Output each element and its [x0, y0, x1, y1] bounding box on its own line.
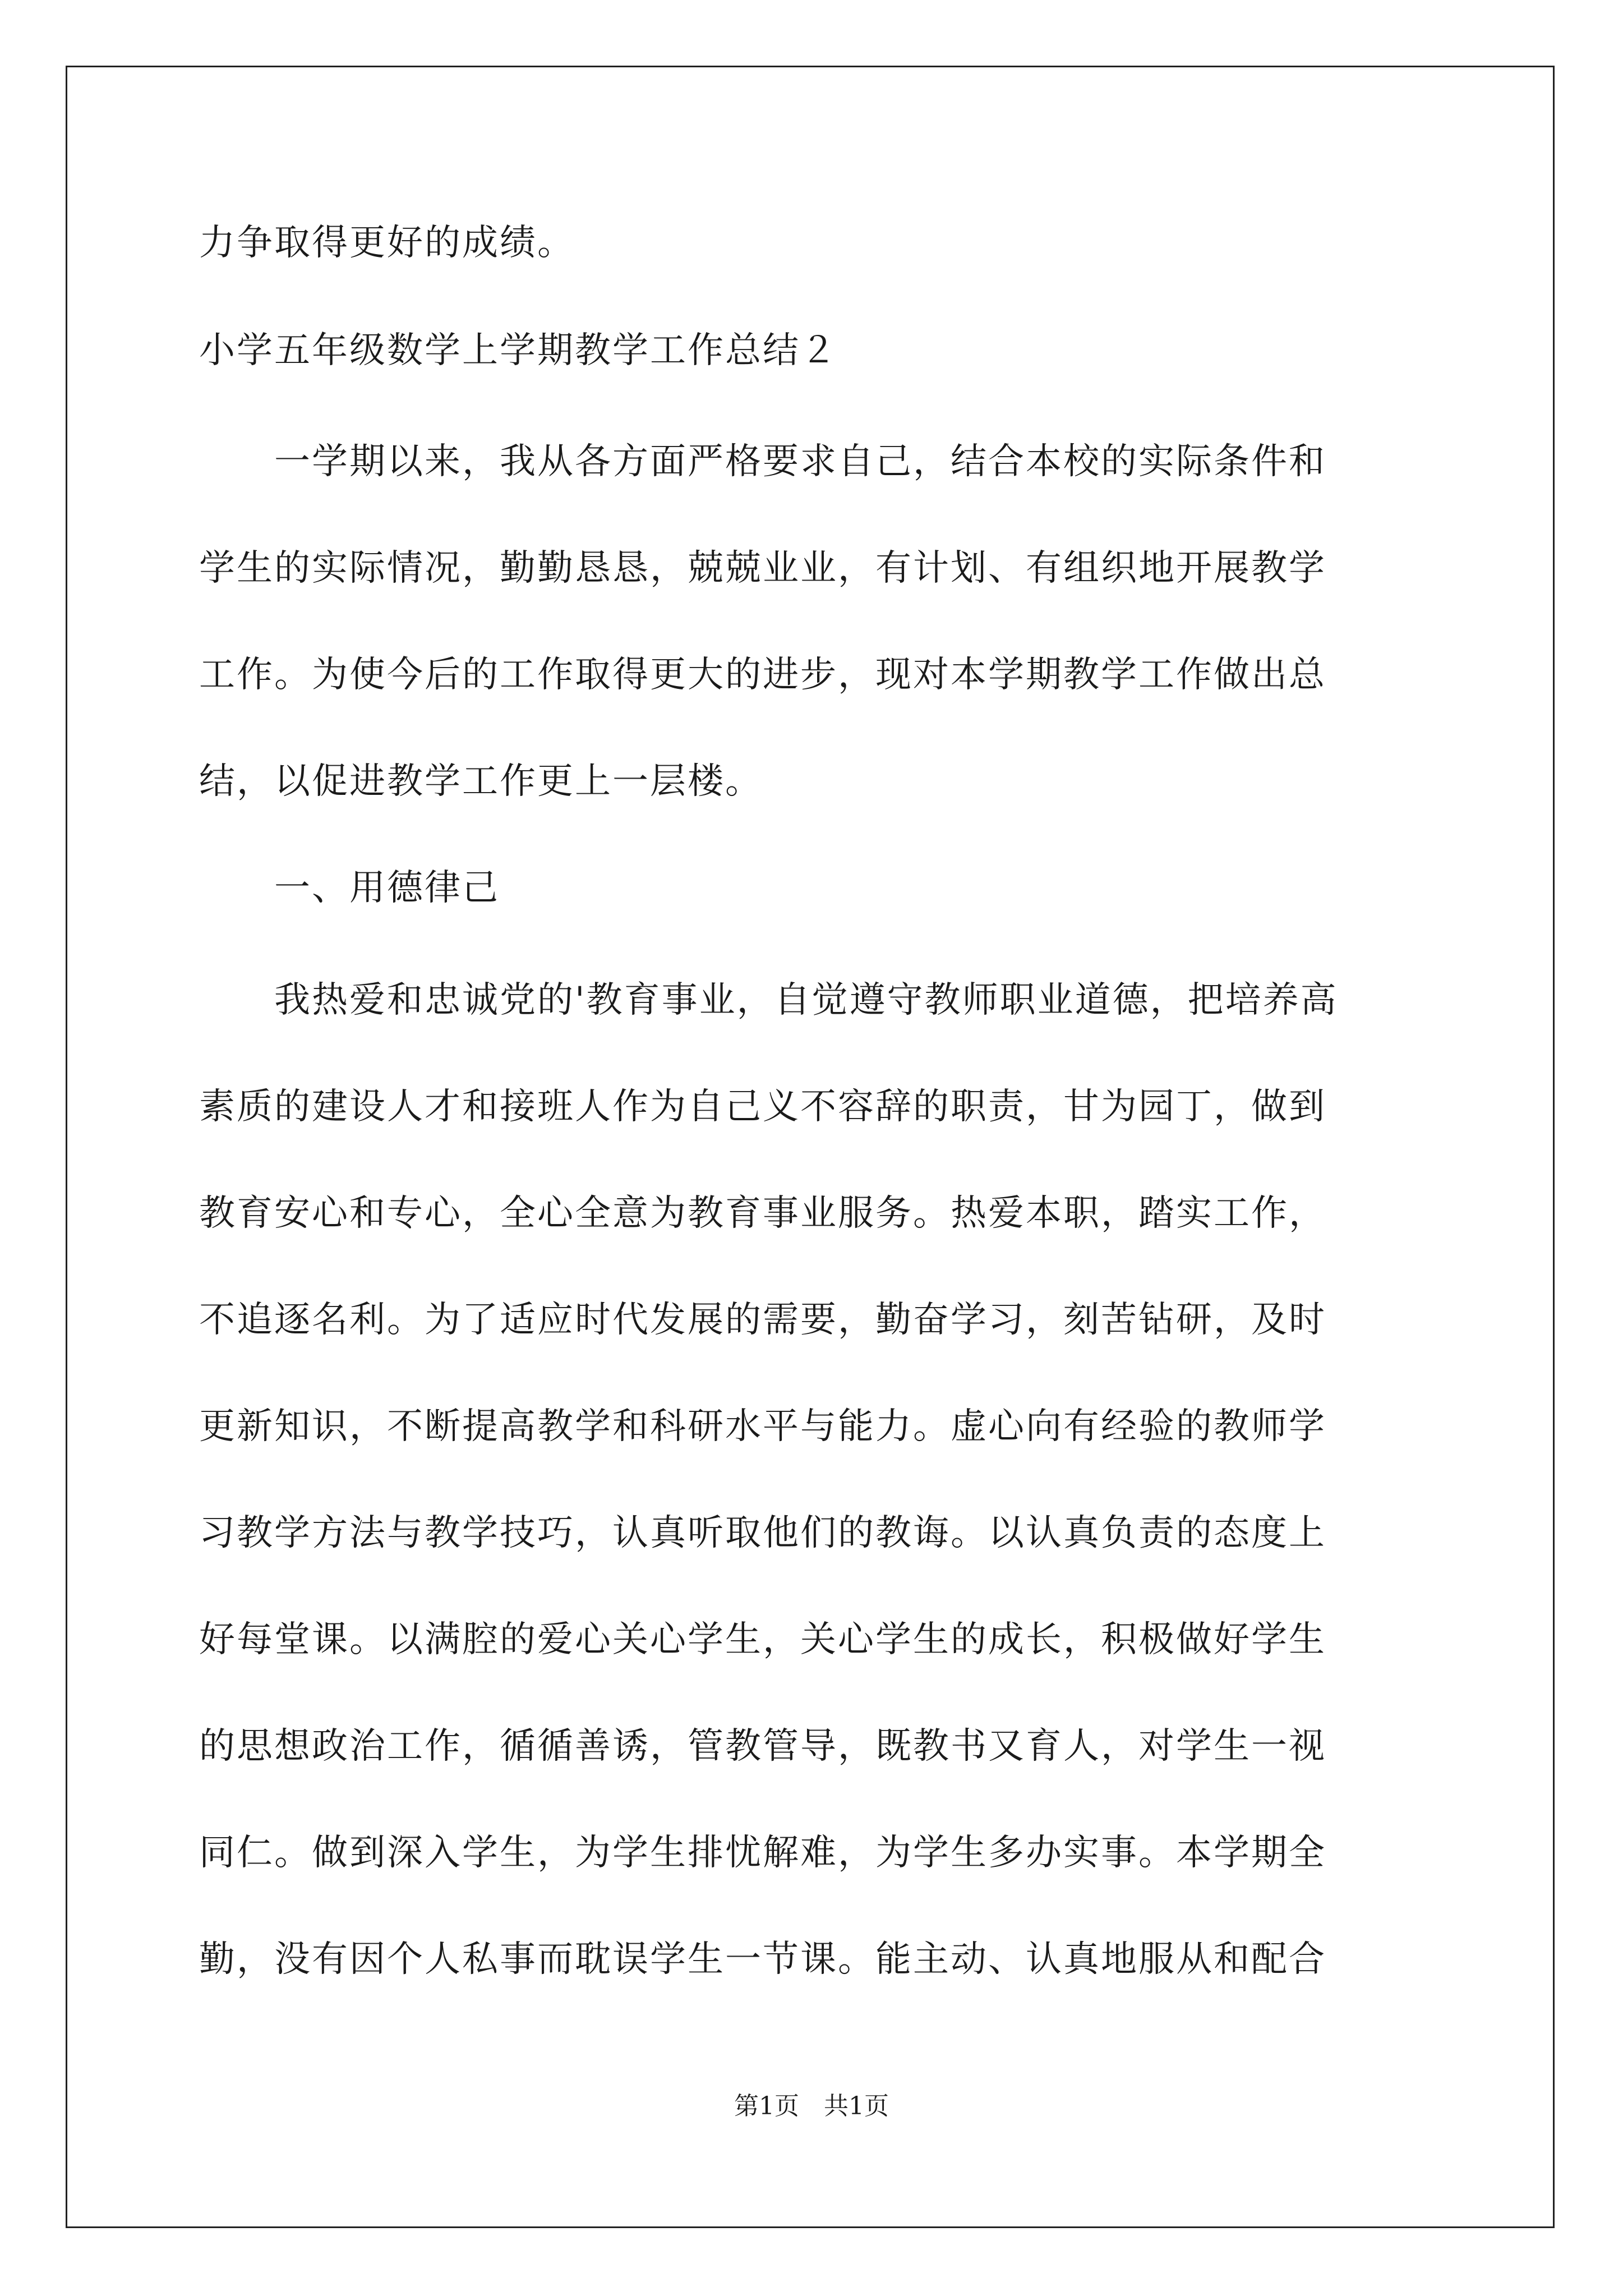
text-line: 教育安心和专心，全心全意为教育事业服务。热爱本职，踏实工作， — [199, 1193, 1326, 1234]
text-line: 更新知识，不断提高教学和科研水平与能力。虚心向有经验的教师学 — [199, 1406, 1326, 1447]
text-line: 的思想政治工作，循循善诱，管教管导，既教书又育人，对学生一视 — [199, 1726, 1326, 1767]
page-footer: 第1页 共1页 — [734, 2092, 889, 2120]
text-line: 工作。为使今后的工作取得更大的进步，现对本学期教学工作做出总 — [199, 654, 1326, 696]
text-line: 一学期以来，我从各方面严格要求自己，结合本校的实际条件和 — [199, 441, 1326, 482]
text-line: 同仁。做到深入学生，为学生排忧解难，为学生多办实事。本学期全 — [199, 1832, 1326, 1874]
text-line: 我热爱和忠诚党的'教育事业，自觉遵守教师职业道德，把培养高 — [199, 979, 1338, 1021]
text-line: 不追逐名利。为了适应时代发展的需要，勤奋学习，刻苦钻研，及时 — [199, 1299, 1326, 1341]
text-line: 力争取得更好的成绩。 — [199, 222, 575, 264]
subheading: 一、用德律己 — [199, 867, 500, 909]
text-line: 勤，没有因个人私事而耽误学生一节课。能主动、认真地服从和配合 — [199, 1939, 1326, 1980]
text-line: 素质的建设人才和接班人作为自己义不容辞的职责，甘为园丁，做到 — [199, 1086, 1326, 1128]
text-line: 学生的实际情况，勤勤恳恳，兢兢业业，有计划、有组织地开展教学 — [199, 547, 1326, 589]
page-border — [66, 66, 1555, 2228]
text-line: 习教学方法与教学技巧，认真听取他们的教诲。以认真负责的态度上 — [199, 1512, 1326, 1554]
section-title: 小学五年级数学上学期教学工作总结２ — [199, 330, 838, 371]
text-line: 结，以促进教学工作更上一层楼。 — [199, 761, 763, 802]
text-line: 好每堂课。以满腔的爱心关心学生，关心学生的成长，积极做好学生 — [199, 1619, 1326, 1660]
